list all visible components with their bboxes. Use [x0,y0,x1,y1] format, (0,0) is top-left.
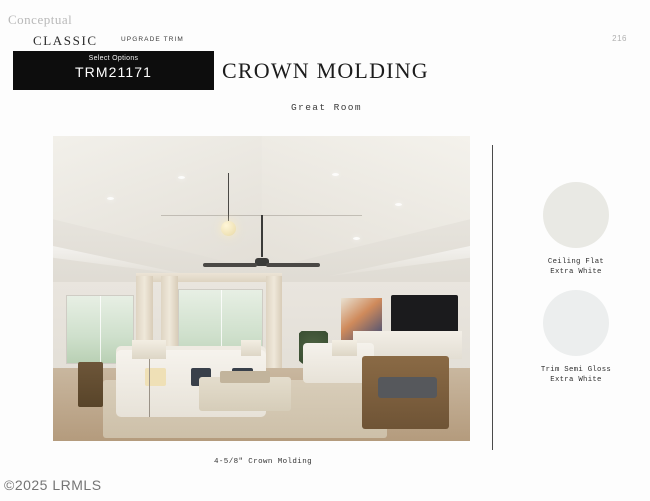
swatch-label [520,365,632,385]
conceptual-label: Conceptual [8,12,73,27]
table-lamp-shade [241,340,262,355]
swatch-label-line2: Extra White [550,268,602,276]
category-label: UPGRADE TRIM [121,36,184,43]
copyright-watermark: ©2025 LRMLS [4,477,102,493]
swatch-label-line2: Extra White [550,376,602,384]
recessed-light-icon [332,173,339,176]
option-code: TRM21171 [74,64,153,80]
recessed-light-icon [353,237,360,240]
floor-lamp-shade [132,340,165,358]
select-options-tag[interactable] [13,51,214,90]
swatch-item-ceiling-flat [520,182,632,277]
barstool [78,362,103,408]
page-title: CROWN MOLDING [222,58,429,83]
ceiling-fan-blade [203,263,257,267]
select-options-label: Select Options [88,55,139,62]
render-caption: 4-5/8" Crown Molding [214,458,313,466]
vertical-divider [492,145,493,450]
chair-cushion [378,377,436,398]
swatch-label-line1: Ceiling Flat [547,258,605,266]
swatch-label [520,257,632,277]
curtain-panel [266,276,283,374]
swatch-label-line1: Trim Semi Gloss [540,366,612,374]
pendant-light [221,221,236,236]
swatch-item-trim-semi-gloss [520,290,632,385]
decor-tray [220,371,270,383]
room-render-image [53,136,470,441]
throw-pillow [145,368,166,386]
room-subtitle: Great Room [291,102,363,113]
trim-semi-gloss-swatch [543,290,609,356]
curtain-valance [136,273,282,282]
ceiling-fan-rod [261,215,263,257]
page-number: 216 [612,34,627,43]
ceiling-flat-swatch [543,182,609,248]
room-scene [53,136,470,441]
collection-label: CLASSIC [33,33,98,48]
ceiling-fan-blade [266,263,320,267]
recessed-light-icon [178,176,185,179]
floor-lamp-pole [149,359,150,417]
table-lamp-shade [332,340,357,355]
